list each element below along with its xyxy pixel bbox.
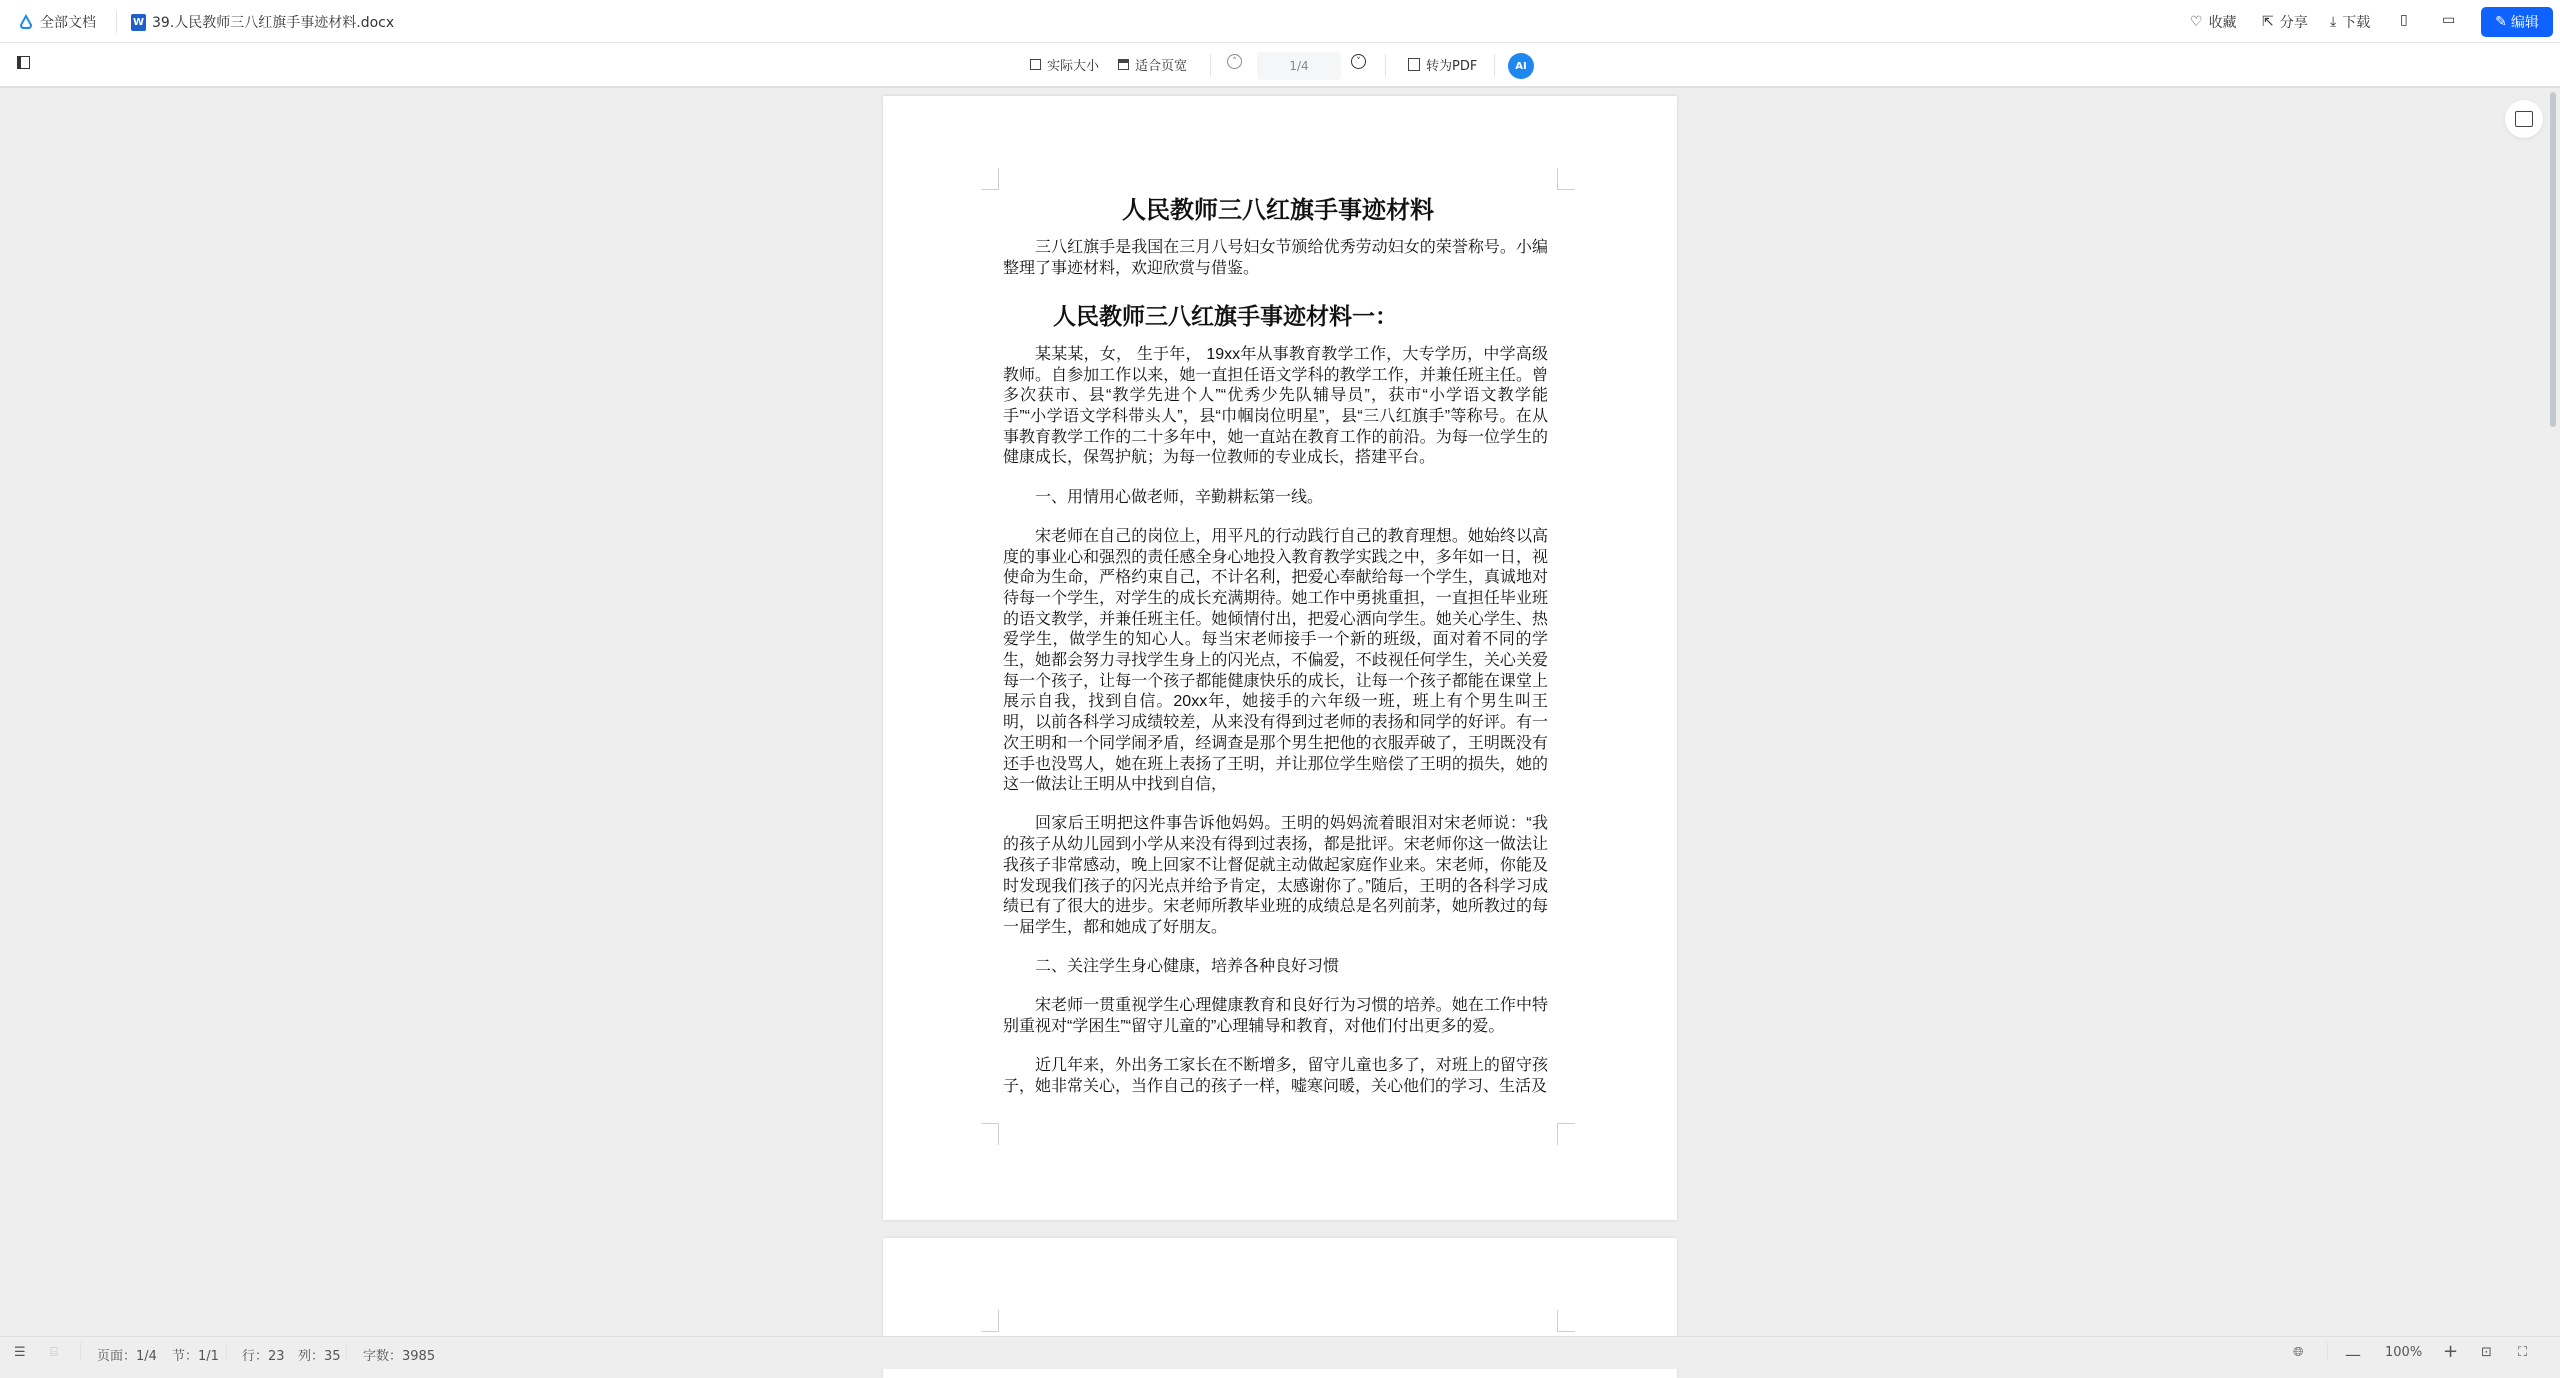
paragraph: 回家后王明把这件事告诉他妈妈。王明的妈妈流着眼泪对宋老师说：“我的孩子从幼儿园到小学从来没有得到过表扬，都是批评。宋老师你这一做法让我孩子非常感动，晚上回家不让督促就主动做起家庭作业来。宋老师，你能及时发现我们孩子的闪光点并给予肯定，太感谢你了。”随后，王明的各科学习成绩已有了很大的进步。宋老师所教毕业班的成绩总是名列前茅，她所教过的每一届学生，都和她成了好朋友。 [1003, 815, 1548, 936]
status-bar [0, 1336, 2560, 1369]
intro-paragraph: 三八红旗手是我国在三月八号妇女节颁给优秀劳动妇女的荣誉称号。小编整理了事迹材料，欢迎欣赏与借鉴。 [1003, 239, 1548, 277]
section-status: 节：1/1 [172, 1349, 219, 1364]
outline-button[interactable] [14, 1345, 26, 1360]
toolbar [0, 43, 2560, 88]
download-button[interactable] [2330, 12, 2370, 32]
vertical-scrollbar[interactable] [2550, 92, 2556, 427]
divider [80, 1342, 81, 1362]
top-bar [0, 0, 2560, 43]
export-button[interactable] [2400, 12, 2408, 28]
paragraph: 某某某，女， 生于年， 19xx年从事教育教学工作，大专学历，中学高级教师。自参加工作以来，她一直担任语文学科的教学工作，并兼任班主任。曾多次获市、县“教学先进个人”“优秀少先队辅导员”，获市“小学语文教学能手”“小学语文学科带头人”，县“巾帼岗位明星”，县“三八红旗手”等称号。在从事教育教学工作的二十多年中，她一直站在教育工作的前沿。为每一位学生的健康成长，保驾护航；为每一位教师的专业成长，搭建平台。 [1003, 345, 1548, 467]
edit-button[interactable] [2481, 7, 2553, 37]
zoom-in-button[interactable] [2443, 1341, 2458, 1362]
minus-icon: — [2345, 1345, 2361, 1364]
file-name: 39.人民教师三八红旗手事迹材料.docx [152, 15, 395, 31]
divider [226, 1342, 227, 1362]
divider [1210, 54, 1211, 76]
document-title: 人民教师三八红旗手事迹材料 [1122, 198, 1434, 224]
plus-icon: + [2443, 1341, 2459, 1362]
paragraph: 近几年来，外出务工家长在不断增多，留守儿童也多了，对班上的留守孩子，她非常关心，当作自己的孩子一样，嘘寒问暖，关心他们的学习、生活及 [1003, 1057, 1548, 1095]
actual-size-button[interactable] [1030, 55, 1099, 74]
zoom-out-button[interactable] [2345, 1345, 2361, 1364]
sidebar-toggle-button[interactable] [17, 56, 30, 69]
convert-to-pdf-label: 转为PDF [1426, 59, 1478, 74]
favorite-button[interactable] [2190, 12, 2237, 32]
subheading: 一、用情用心做老师，辛勤耕耘第一线。 [1035, 488, 1324, 506]
download-label: 下载 [2342, 15, 2371, 31]
word-file-icon: W [131, 14, 146, 31]
all-documents-link[interactable] [18, 12, 96, 32]
previous-page-button[interactable] [1227, 54, 1242, 69]
file-tab[interactable] [131, 12, 394, 32]
paragraph: 宋老师一贯重视学生心理健康教育和良好行为习惯的培养。她在工作中特别重视对“学困生”“留守儿童的”心理辅导和教育，对他们付出更多的爱。 [1003, 997, 1548, 1036]
divider [1494, 54, 1495, 76]
column-status: 列：35 [298, 1349, 341, 1364]
fit-width-button[interactable] [1118, 55, 1187, 74]
edit-label: 编辑 [2510, 15, 2539, 31]
document-page [883, 96, 1677, 1220]
share-label: 分享 [2279, 15, 2308, 31]
page-status: 页面：1/4 [97, 1349, 157, 1364]
export-icon: ▯ [2400, 12, 2408, 28]
actual-size-label: 实际大小 [1047, 59, 1100, 74]
margin-corner-mark [981, 1123, 999, 1145]
favorite-label: 收藏 [2208, 15, 2237, 31]
web-status-icon[interactable]: 🌐︎ [2293, 1345, 2304, 1360]
share-button[interactable] [2262, 12, 2308, 32]
list-icon: ☰ [14, 1345, 26, 1360]
divider [1385, 54, 1386, 76]
paragraph: 宋老师在自己的岗位上，用平凡的行动践行自己的教育理想。她始终以高度的事业心和强烈的责任感全身心地投入教育教学实践之中，多年如一日，视使命为生命，严格约束自己，不计名利，把爱心奉献给每一个学生，真诚地对待每一个学生，对学生的成长充满期待。她工作中勇挑重担，一直担任毕业班的语文教学，并兼任班主任。她倾情付出，把爱心洒向学生。她关心学生、热爱学生，做学生的知心人。每当宋老师接手一个新的班级，面对着不同的学生，她都会努力寻找学生身上的闪光点，不偏爱，不歧视任何学生，关心关爱每一个孩子，让每一个孩子都能健康快乐的成长，让每一个孩子都能在课堂上展示自我，找到自信。20xx年，她接手的六年级一班，班上有个男生叫王明，以前各科学习成绩较差，从来没有得到过老师的表扬和同学的好评。有一次王明和一个同学闹矛盾，经调查是那个男生把他的衣服弄破了，王明既没有还手也没骂人，她在班上表扬了王明，并让那位学生赔偿了王明的损失，她的这一做法让王明从中找到自信， [1003, 527, 1548, 794]
fullscreen-button[interactable] [2518, 1345, 2527, 1360]
divider [116, 11, 117, 33]
page-nav-icon: ⌸ [50, 1345, 58, 1360]
share-icon: ⇱ [2262, 14, 2274, 30]
divider [346, 1342, 347, 1362]
subheading: 二、关注学生身心健康，培养各种良好习惯 [1035, 958, 1340, 976]
margin-corner-mark [981, 1310, 999, 1332]
download-icon: ⤓ [2330, 14, 2337, 30]
focus-icon: ⊡ [2481, 1345, 2492, 1360]
margin-corner-mark [1557, 1310, 1575, 1332]
document-content[interactable] [1003, 96, 1553, 1116]
margin-corner-mark [981, 168, 999, 190]
cloud-logo-icon [18, 14, 34, 30]
chevron-up-circle-icon: ˄ [1227, 54, 1242, 69]
margin-corner-mark [1557, 1123, 1575, 1145]
comment-button[interactable] [2442, 12, 2455, 28]
section-heading: 人民教师三八红旗手事迹材料一： [1053, 303, 1398, 329]
navigation-button[interactable] [50, 1345, 58, 1360]
all-documents-label: 全部文档 [40, 15, 96, 31]
fullscreen-icon: ⛶ [2518, 1345, 2528, 1360]
fit-width-icon [1118, 59, 1129, 70]
sidebar-icon [17, 56, 30, 69]
heart-icon: ♡ [2190, 14, 2203, 30]
next-page-button[interactable] [1351, 54, 1366, 69]
zoom-level[interactable]: 100% [2385, 1345, 2423, 1360]
chevron-down-circle-icon: ˅ [1351, 54, 1366, 69]
row-status: 行：23 [242, 1349, 285, 1364]
actual-size-icon [1030, 59, 1041, 70]
pdf-icon [1408, 58, 1420, 71]
margin-corner-mark [1557, 168, 1575, 190]
comment-icon: ▭ [2442, 12, 2456, 28]
pencil-icon: ✎ [2495, 14, 2507, 30]
divider [2327, 1342, 2328, 1362]
ai-assistant-button[interactable]: AI [1508, 53, 1534, 79]
page-number-input[interactable]: 1/4 [1257, 52, 1341, 80]
fit-screen-button[interactable] [2481, 1345, 2492, 1360]
convert-to-pdf-button[interactable] [1408, 55, 1477, 74]
pdf-convert-float-button[interactable] [2505, 100, 2543, 138]
word-count: 字数：3985 [363, 1349, 436, 1364]
fit-width-label: 适合页宽 [1135, 59, 1188, 74]
pdf-convert-icon [2515, 111, 2533, 127]
